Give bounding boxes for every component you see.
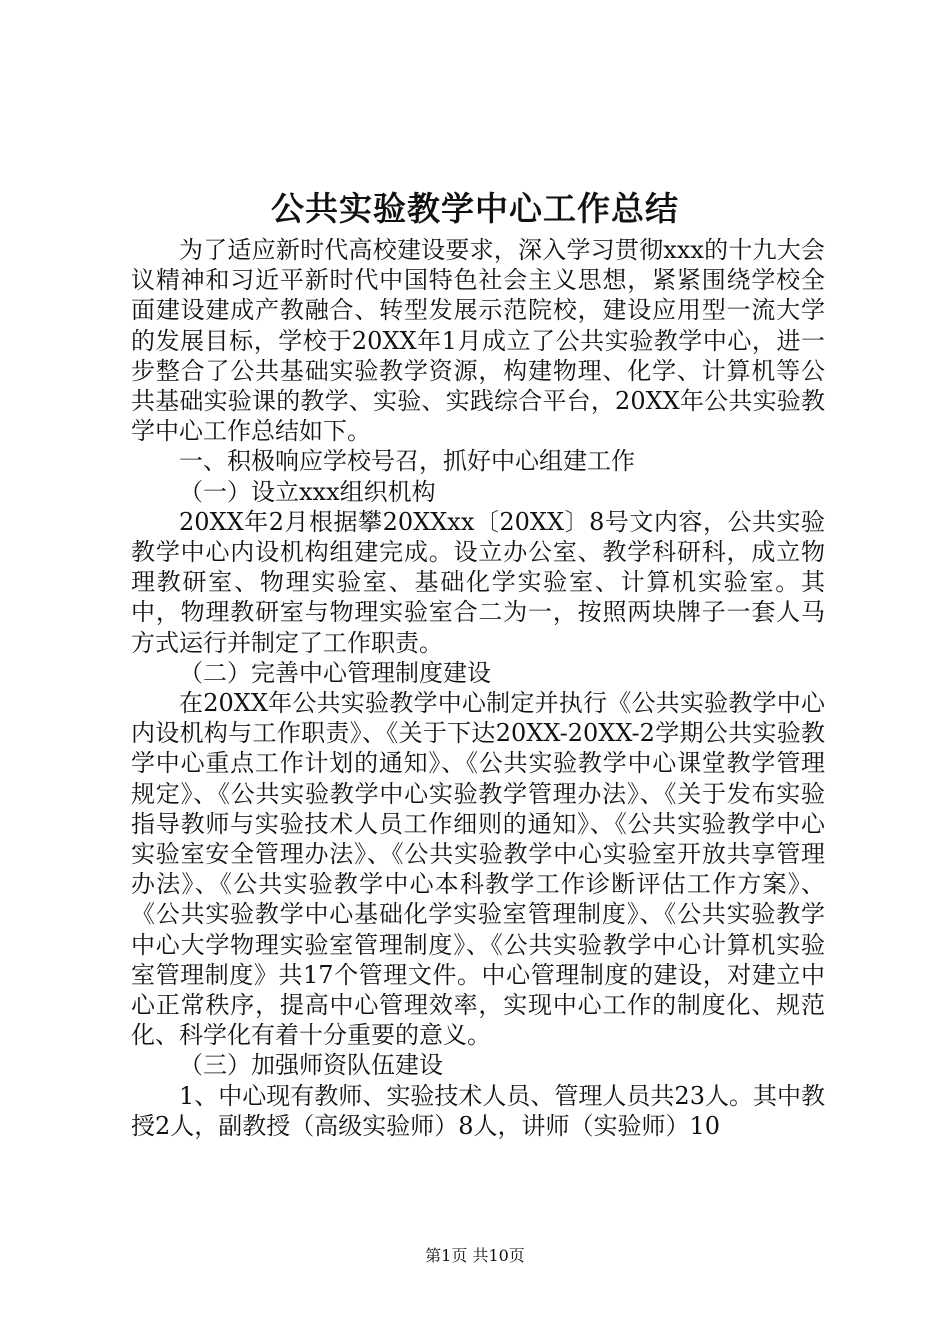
- heading-subsection-1: （一）设立xxx组织机构: [179, 477, 436, 506]
- heading-subsection-2: （二）完善中心管理制度建设: [179, 658, 491, 687]
- paragraph-organization: 20XX年2月根据攀20XXxx〔20XX〕8号文内容，公共实验教学中心内设机构组建完成。设立办公室、教学科研科，成立物理教研室、物理实验室、基础化学实验室、计算机实验室。其中，物理教研室与物理实验室合二为一，按照两块牌子一套人马方式运行并制定了工作职责。: [131, 507, 825, 657]
- page-number-footer: 第1页 共10页: [425, 1246, 525, 1265]
- paragraph-staff: 1、中心现有教师、实验技术人员、管理人员共23人。其中教授2人，副教授（高级实验师）8人，讲师（实验师）10: [131, 1081, 825, 1140]
- document-body: [131, 235, 825, 1141]
- paragraph-intro: 为了适应新时代高校建设要求，深入学习贯彻xxx的十九大会议精神和习近平新时代中国特色社会主义思想，紧紧围绕学校全面建设建成产教融合、转型发展示范院校，建设应用型一流大学的发展目标，学校于20XX年1月成立了公共实验教学中心，进一步整合了公共基础实验教学资源，构建物理、化学、计算机等公共基础实验课的教学、实验、实践综合平台，20XX年公共实验教学中心工作总结如下。: [131, 236, 825, 446]
- paragraph-regulations: 在20XX年公共实验教学中心制定并执行《公共实验教学中心内设机构与工作职责》、《关于下达20XX-20XX-2学期公共实验教学中心重点工作计划的通知》、《公共实验教学中心课堂教学管理规定》、《公共实验教学中心实验教学管理办法》、《关于发布实验指导教师与实验技术人员工作细则的通知》、《公共实验教学中心实验室安全管理办法》、《公共实验教学中心实验室开放共享管理办法》、《公共实验教学中心本科教学工作诊断评估工作方案》、《公共实验教学中心基础化学实验室管理制度》、《公共实验教学中心大学物理实验室管理制度》、《公共实验教学中心计算机实验室管理制度》共17个管理文件。中心管理制度的建设，对建立中心正常秩序，提高中心管理效率，实现中心工作的制度化、规范化、科学化有着十分重要的意义。: [131, 689, 825, 1050]
- heading-section-1: 一、积极响应学校号召，抓好中心组建工作: [179, 447, 635, 476]
- heading-subsection-3: （三）加强师资队伍建设: [179, 1051, 443, 1080]
- document-title: 公共实验教学中心工作总结: [271, 189, 679, 228]
